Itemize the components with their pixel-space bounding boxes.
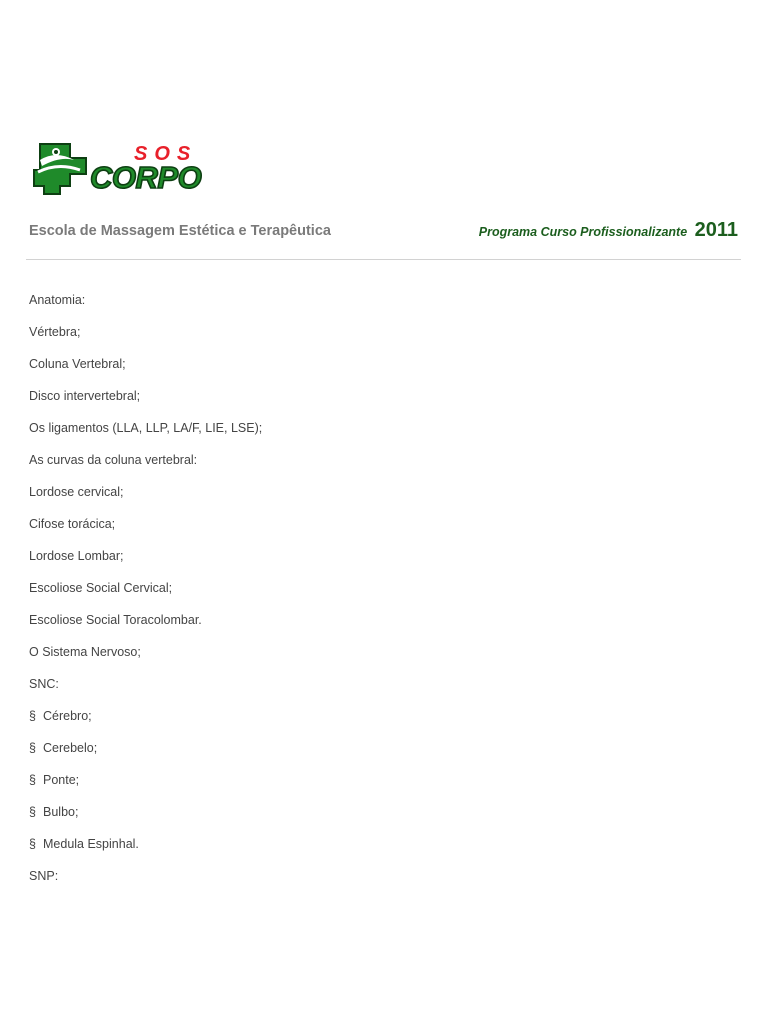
syllabus-line [29,674,262,706]
syllabus-line [29,322,262,354]
syllabus-line-text: Cifose torácica; [29,517,116,531]
syllabus-line [29,770,262,802]
massage-figure-icon [30,140,92,198]
syllabus-line-text: Cerebelo; [43,741,98,755]
program-label: Programa Curso Profissionalizante [478,225,688,239]
syllabus-line [29,738,262,770]
syllabus-line-text: Ponte; [43,773,80,787]
syllabus-line-text: O Sistema Nervoso; [29,645,141,659]
syllabus-line-text: Lordose Lombar; [29,549,124,563]
syllabus-line-text: Os ligamentos (LLA, LLP, LA/F, LIE, LSE); [29,421,263,435]
syllabus-line [29,482,262,514]
syllabus-line-text: Vértebra; [29,325,81,339]
section-bullet: § [29,709,36,723]
program-heading [479,219,738,242]
syllabus-line [29,802,262,834]
syllabus-line-text: Medula Espinhal. [43,837,139,851]
syllabus-line [29,610,262,642]
syllabus-line [29,866,262,898]
syllabus-line [29,354,262,386]
syllabus-line [29,706,262,738]
syllabus-line-text: SNC: [29,677,59,691]
syllabus-line-text: SNP: [29,869,59,883]
section-bullet: § [29,837,36,851]
header-divider [26,259,741,260]
school-name: Escola de Massagem Estética e Terapêutica [29,223,331,239]
syllabus-line [29,386,262,418]
syllabus-line-text: Bulbo; [43,805,79,819]
syllabus-line [29,450,262,482]
syllabus-line [29,834,262,866]
syllabus-line [29,642,262,674]
section-bullet: § [29,805,36,819]
syllabus-line-text: Lordose cervical; [29,485,124,499]
syllabus-line-text: Disco intervertebral; [29,389,141,403]
program-year: 2011 [694,219,738,241]
syllabus-line [29,514,262,546]
syllabus-list [29,290,262,898]
syllabus-line-text: Coluna Vertebral; [29,357,126,371]
section-bullet: § [29,741,36,755]
syllabus-line [29,578,262,610]
syllabus-line [29,546,262,578]
syllabus-line [29,290,262,322]
sos-corpo-logo [30,140,215,198]
syllabus-line-text: Anatomia: [29,293,86,307]
syllabus-line-text: Escoliose Social Toracolombar. [29,613,202,627]
section-bullet: § [29,773,36,787]
syllabus-line-text: As curvas da coluna vertebral: [29,453,198,467]
syllabus-line-text: Cérebro; [43,709,92,723]
logo-sos-text: SOS [134,143,198,165]
syllabus-line-text: Escoliose Social Cervical; [29,581,173,595]
syllabus-line [29,418,262,450]
logo-corpo-text: CORPO [90,160,202,195]
